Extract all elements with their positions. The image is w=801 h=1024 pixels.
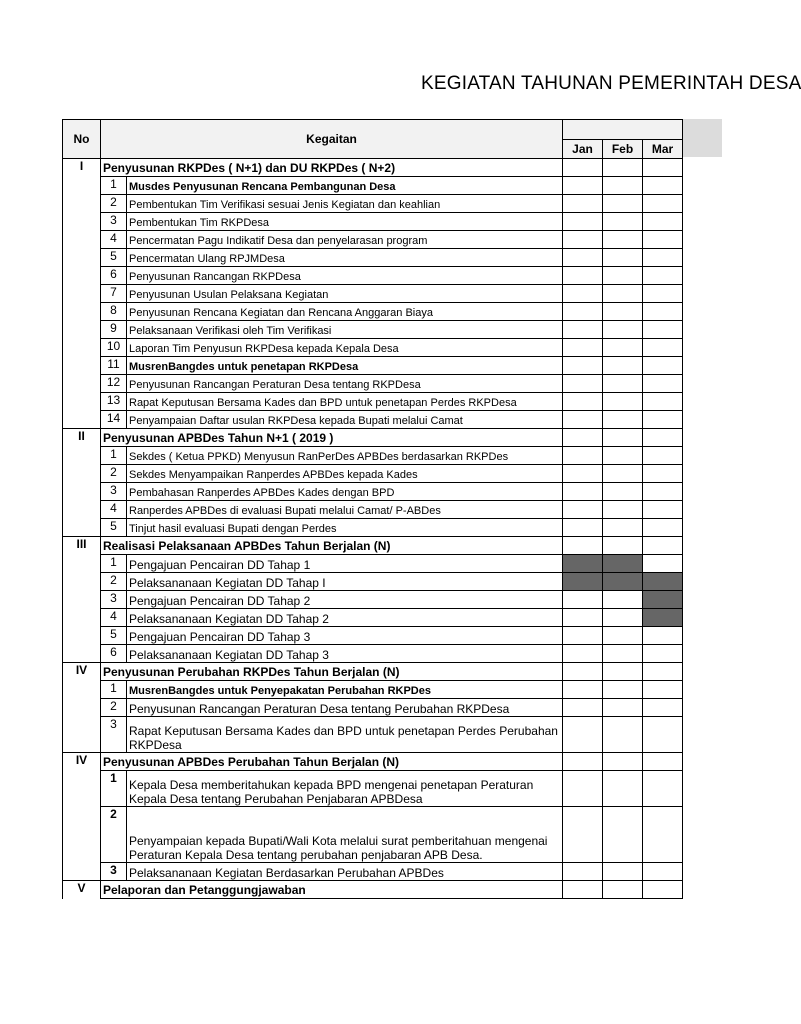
month-cell[interactable] bbox=[603, 375, 643, 393]
month-cell[interactable] bbox=[563, 537, 603, 555]
month-cell[interactable] bbox=[563, 195, 603, 213]
month-cell[interactable] bbox=[643, 881, 683, 899]
month-cell[interactable] bbox=[563, 285, 603, 303]
month-cell-scheduled[interactable] bbox=[563, 573, 603, 591]
item-number: 8 bbox=[101, 303, 127, 321]
month-cell[interactable] bbox=[643, 213, 683, 231]
item-text: MusrenBangdes untuk Penyepakatan Perubahan RKPDes bbox=[127, 681, 563, 699]
item-number: 2 bbox=[101, 195, 127, 213]
item-row bbox=[63, 447, 683, 465]
item-number: 10 bbox=[101, 339, 127, 357]
item-text: Penyampaian kepada Bupati/Wali Kota melalui surat pemberitahuan mengenai Peraturan Kepala Desa tentang perubahan penjabaran APB Desa. bbox=[127, 807, 563, 863]
section-row bbox=[63, 663, 683, 681]
item-number: 3 bbox=[101, 213, 127, 231]
month-cell[interactable] bbox=[563, 807, 603, 863]
section-title: Penyusunan APBDes Perubahan Tahun Berjalan (N) bbox=[101, 753, 563, 771]
month-cell[interactable] bbox=[603, 213, 643, 231]
month-cell[interactable] bbox=[603, 501, 643, 519]
month-cell[interactable] bbox=[603, 863, 643, 881]
month-cell[interactable] bbox=[603, 447, 643, 465]
month-cell[interactable] bbox=[643, 537, 683, 555]
section-row bbox=[63, 537, 683, 555]
item-number: 6 bbox=[101, 267, 127, 285]
item-row bbox=[63, 771, 683, 807]
item-text: Pengajuan Pencairan DD Tahap 3 bbox=[127, 627, 563, 645]
item-text: Pelaksananaan Kegiatan DD Tahap 2 bbox=[127, 609, 563, 627]
item-text: Pembahasan Ranperdes APBDes Kades dengan BPD bbox=[127, 483, 563, 501]
item-text: Pelaksananaan Kegiatan DD Tahap I bbox=[127, 573, 563, 591]
item-text: Pengajuan Pencairan DD Tahap 1 bbox=[127, 555, 563, 573]
item-text: Laporan Tim Penyusun RKPDesa kepada Kepala Desa bbox=[127, 339, 563, 357]
month-cell[interactable] bbox=[643, 303, 683, 321]
header-month-jan: Jan bbox=[563, 139, 603, 159]
item-text: Ranperdes APBDes di evaluasi Bupati melalui Camat/ P-ABDes bbox=[127, 501, 563, 519]
month-cell[interactable] bbox=[643, 393, 683, 411]
item-row bbox=[63, 213, 683, 231]
item-text: Rapat Keputusan Bersama Kades dan BPD untuk penetapan Perdes RKPDesa bbox=[127, 393, 563, 411]
month-cell[interactable] bbox=[643, 663, 683, 681]
item-number: 1 bbox=[101, 447, 127, 465]
month-cell[interactable] bbox=[603, 339, 643, 357]
item-number: 4 bbox=[101, 609, 127, 627]
section-title: Penyusunan RKPDes ( N+1) dan DU RKPDes ( N+2) bbox=[101, 159, 563, 177]
month-cell[interactable] bbox=[603, 465, 643, 483]
item-row bbox=[63, 375, 683, 393]
item-row bbox=[63, 393, 683, 411]
page-title: KEGIATAN TAHUNAN PEMERINTAH DESA bbox=[421, 73, 801, 94]
month-cell[interactable] bbox=[643, 429, 683, 447]
month-cell[interactable] bbox=[603, 663, 643, 681]
item-number: 6 bbox=[101, 645, 127, 663]
item-number: 3 bbox=[101, 591, 127, 609]
month-cell[interactable] bbox=[643, 375, 683, 393]
item-text: Pelaksananaan Kegiatan DD Tahap 3 bbox=[127, 645, 563, 663]
item-row bbox=[63, 285, 683, 303]
item-row bbox=[63, 645, 683, 663]
month-cell[interactable] bbox=[643, 807, 683, 863]
month-cell[interactable] bbox=[643, 699, 683, 717]
item-row bbox=[63, 519, 683, 537]
section-row bbox=[63, 159, 683, 177]
item-number: 1 bbox=[101, 555, 127, 573]
month-cell[interactable] bbox=[643, 717, 683, 753]
section-row bbox=[63, 753, 683, 771]
month-cell[interactable] bbox=[563, 321, 603, 339]
month-cell-scheduled[interactable] bbox=[643, 573, 683, 591]
month-cell[interactable] bbox=[563, 249, 603, 267]
item-row bbox=[63, 465, 683, 483]
month-cell[interactable] bbox=[603, 591, 643, 609]
month-cell[interactable] bbox=[563, 519, 603, 537]
section-number: IV bbox=[63, 663, 101, 753]
item-row bbox=[63, 357, 683, 375]
month-cell[interactable] bbox=[643, 195, 683, 213]
item-row bbox=[63, 501, 683, 519]
month-cell[interactable] bbox=[643, 321, 683, 339]
month-cell-scheduled[interactable] bbox=[643, 609, 683, 627]
month-cell[interactable] bbox=[603, 285, 643, 303]
month-cell[interactable] bbox=[603, 429, 643, 447]
month-cell[interactable] bbox=[563, 339, 603, 357]
month-cell[interactable] bbox=[563, 231, 603, 249]
header-no: No bbox=[63, 120, 101, 159]
section-title: Penyusunan APBDes Tahun N+1 ( 2019 ) bbox=[101, 429, 563, 447]
item-number: 1 bbox=[101, 177, 127, 195]
month-cell[interactable] bbox=[643, 645, 683, 663]
month-cell[interactable] bbox=[643, 249, 683, 267]
item-number: 5 bbox=[101, 519, 127, 537]
month-cell[interactable] bbox=[603, 303, 643, 321]
section-title: Pelaporan dan Petanggungjawaban bbox=[101, 881, 563, 899]
item-number: 2 bbox=[101, 699, 127, 717]
month-cell-scheduled[interactable] bbox=[643, 591, 683, 609]
month-cell[interactable] bbox=[643, 285, 683, 303]
item-text: Pelaksanaan Verifikasi oleh Tim Verifikasi bbox=[127, 321, 563, 339]
month-cell[interactable] bbox=[603, 771, 643, 807]
item-text: Penyusunan Rancangan Peraturan Desa tentang Perubahan RKPDesa bbox=[127, 699, 563, 717]
month-cell[interactable] bbox=[563, 465, 603, 483]
item-text: Kepala Desa memberitahukan kepada BPD mengenai penetapan Peraturan Kepala Desa tentang Perubahan Penjabaran APBDesa bbox=[127, 771, 563, 807]
item-text: Sekdes ( Ketua PPKD) Menyusun RanPerDes APBDes berdasarkan RKPDes bbox=[127, 447, 563, 465]
section-number: IV bbox=[63, 753, 101, 881]
header-month-feb: Feb bbox=[603, 139, 643, 159]
month-cell[interactable] bbox=[603, 537, 643, 555]
month-cell[interactable] bbox=[603, 881, 643, 899]
month-cell[interactable] bbox=[643, 231, 683, 249]
month-cell[interactable] bbox=[603, 393, 643, 411]
item-row bbox=[63, 609, 683, 627]
item-number: 12 bbox=[101, 375, 127, 393]
item-number: 5 bbox=[101, 249, 127, 267]
item-text: Penyampaian Daftar usulan RKPDesa kepada Bupati melalui Camat bbox=[127, 411, 563, 429]
month-cell[interactable] bbox=[563, 159, 603, 177]
item-row bbox=[63, 699, 683, 717]
month-cell[interactable] bbox=[563, 663, 603, 681]
month-cell[interactable] bbox=[603, 681, 643, 699]
item-text: MusrenBangdes untuk penetapan RKPDesa bbox=[127, 357, 563, 375]
item-row bbox=[63, 339, 683, 357]
month-cell[interactable] bbox=[643, 447, 683, 465]
header-row bbox=[63, 120, 683, 140]
item-row bbox=[63, 681, 683, 699]
item-row bbox=[63, 177, 683, 195]
month-cell[interactable] bbox=[563, 609, 603, 627]
item-number: 2 bbox=[101, 465, 127, 483]
item-row bbox=[63, 267, 683, 285]
month-cell[interactable] bbox=[563, 501, 603, 519]
month-cell[interactable] bbox=[563, 699, 603, 717]
month-cell[interactable] bbox=[563, 177, 603, 195]
item-text: Penyusunan Rencana Kegiatan dan Rencana Anggaran Biaya bbox=[127, 303, 563, 321]
month-cell[interactable] bbox=[603, 159, 643, 177]
month-cell[interactable] bbox=[643, 627, 683, 645]
item-text: Penyusunan Rancangan Peraturan Desa tentang RKPDesa bbox=[127, 375, 563, 393]
item-row bbox=[63, 555, 683, 573]
item-number: 3 bbox=[101, 717, 127, 753]
item-number: 3 bbox=[101, 863, 127, 881]
item-number: 1 bbox=[101, 681, 127, 699]
month-cell[interactable] bbox=[563, 447, 603, 465]
item-number: 9 bbox=[101, 321, 127, 339]
column-header-overflow bbox=[682, 119, 722, 157]
month-cell[interactable] bbox=[563, 645, 603, 663]
header-months-band bbox=[563, 120, 683, 140]
month-cell[interactable] bbox=[563, 717, 603, 753]
month-cell[interactable] bbox=[603, 519, 643, 537]
item-number: 3 bbox=[101, 483, 127, 501]
item-text: Pengajuan Pencairan DD Tahap 2 bbox=[127, 591, 563, 609]
month-cell[interactable] bbox=[563, 591, 603, 609]
month-cell[interactable] bbox=[603, 249, 643, 267]
month-cell[interactable] bbox=[643, 339, 683, 357]
month-cell[interactable] bbox=[643, 411, 683, 429]
section-number: III bbox=[63, 537, 101, 663]
item-text: Penyusunan Usulan Pelaksana Kegiatan bbox=[127, 285, 563, 303]
month-cell[interactable] bbox=[603, 645, 643, 663]
month-cell[interactable] bbox=[603, 483, 643, 501]
section-number: II bbox=[63, 429, 101, 537]
item-number: 5 bbox=[101, 627, 127, 645]
item-row bbox=[63, 321, 683, 339]
item-row bbox=[63, 591, 683, 609]
section-number: V bbox=[63, 881, 101, 899]
month-cell[interactable] bbox=[563, 483, 603, 501]
item-text: Musdes Penyusunan Rencana Pembangunan Desa bbox=[127, 177, 563, 195]
item-row bbox=[63, 627, 683, 645]
month-cell[interactable] bbox=[563, 771, 603, 807]
section-row bbox=[63, 429, 683, 447]
item-row bbox=[63, 863, 683, 881]
month-cell[interactable] bbox=[603, 267, 643, 285]
month-cell[interactable] bbox=[643, 483, 683, 501]
section-title: Penyusunan Perubahan RKPDes Tahun Berjalan (N) bbox=[101, 663, 563, 681]
month-cell[interactable] bbox=[563, 411, 603, 429]
item-text: Tinjut hasil evaluasi Bupati dengan Perdes bbox=[127, 519, 563, 537]
month-cell[interactable] bbox=[563, 393, 603, 411]
month-cell[interactable] bbox=[603, 177, 643, 195]
item-text: Rapat Keputusan Bersama Kades dan BPD untuk penetapan Perdes Perubahan RKPDesa bbox=[127, 717, 563, 753]
month-cell[interactable] bbox=[603, 627, 643, 645]
month-cell[interactable] bbox=[563, 627, 603, 645]
month-cell-scheduled[interactable] bbox=[603, 573, 643, 591]
month-cell[interactable] bbox=[603, 609, 643, 627]
month-cell[interactable] bbox=[563, 863, 603, 881]
item-text: Pencermatan Pagu Indikatif Desa dan penyelarasan program bbox=[127, 231, 563, 249]
month-cell[interactable] bbox=[643, 267, 683, 285]
month-cell[interactable] bbox=[563, 357, 603, 375]
month-cell[interactable] bbox=[563, 267, 603, 285]
item-row bbox=[63, 231, 683, 249]
month-cell[interactable] bbox=[643, 681, 683, 699]
activity-table bbox=[62, 119, 683, 899]
month-cell[interactable] bbox=[643, 753, 683, 771]
month-cell-scheduled[interactable] bbox=[563, 555, 603, 573]
month-cell[interactable] bbox=[603, 411, 643, 429]
header-month-mar: Mar bbox=[643, 139, 683, 159]
month-cell[interactable] bbox=[563, 753, 603, 771]
item-number: 7 bbox=[101, 285, 127, 303]
month-cell[interactable] bbox=[643, 177, 683, 195]
month-cell[interactable] bbox=[563, 681, 603, 699]
item-row bbox=[63, 717, 683, 753]
item-number: 11 bbox=[101, 357, 127, 375]
month-cell[interactable] bbox=[563, 429, 603, 447]
item-row bbox=[63, 303, 683, 321]
section-title: Realisasi Pelaksanaan APBDes Tahun Berjalan (N) bbox=[101, 537, 563, 555]
month-cell[interactable] bbox=[563, 881, 603, 899]
item-text: Penyusunan Rancangan RKPDesa bbox=[127, 267, 563, 285]
item-number: 4 bbox=[101, 501, 127, 519]
item-row bbox=[63, 249, 683, 267]
month-cell[interactable] bbox=[643, 863, 683, 881]
header-kegiatan: Kegaitan bbox=[101, 120, 563, 159]
month-cell[interactable] bbox=[563, 303, 603, 321]
item-text: Pembentukan Tim RKPDesa bbox=[127, 213, 563, 231]
item-number: 13 bbox=[101, 393, 127, 411]
month-cell[interactable] bbox=[643, 465, 683, 483]
item-number: 14 bbox=[101, 411, 127, 429]
item-number: 2 bbox=[101, 807, 127, 863]
item-row bbox=[63, 195, 683, 213]
item-text: Sekdes Menyampaikan Ranperdes APBDes kepada Kades bbox=[127, 465, 563, 483]
item-row bbox=[63, 483, 683, 501]
month-cell[interactable] bbox=[603, 753, 643, 771]
month-cell[interactable] bbox=[603, 195, 643, 213]
month-cell[interactable] bbox=[563, 375, 603, 393]
item-text: Pelaksananaan Kegiatan Berdasarkan Perubahan APBDes bbox=[127, 863, 563, 881]
month-cell[interactable] bbox=[603, 321, 643, 339]
month-cell[interactable] bbox=[603, 357, 643, 375]
month-cell[interactable] bbox=[643, 501, 683, 519]
section-row bbox=[63, 881, 683, 899]
item-text: Pencermatan Ulang RPJMDesa bbox=[127, 249, 563, 267]
month-cell[interactable] bbox=[603, 717, 643, 753]
month-cell[interactable] bbox=[603, 699, 643, 717]
month-cell[interactable] bbox=[643, 357, 683, 375]
month-cell[interactable] bbox=[643, 555, 683, 573]
month-cell[interactable] bbox=[643, 771, 683, 807]
item-row bbox=[63, 573, 683, 591]
item-text: Pembentukan Tim Verifikasi sesuai Jenis Kegiatan dan keahlian bbox=[127, 195, 563, 213]
item-row bbox=[63, 807, 683, 863]
month-cell[interactable] bbox=[603, 807, 643, 863]
item-number: 1 bbox=[101, 771, 127, 807]
month-cell[interactable] bbox=[643, 159, 683, 177]
month-cell[interactable] bbox=[643, 519, 683, 537]
item-number: 4 bbox=[101, 231, 127, 249]
month-cell[interactable] bbox=[563, 213, 603, 231]
month-cell-scheduled[interactable] bbox=[603, 555, 643, 573]
item-row bbox=[63, 411, 683, 429]
month-cell[interactable] bbox=[603, 231, 643, 249]
item-number: 2 bbox=[101, 573, 127, 591]
section-number: I bbox=[63, 159, 101, 429]
